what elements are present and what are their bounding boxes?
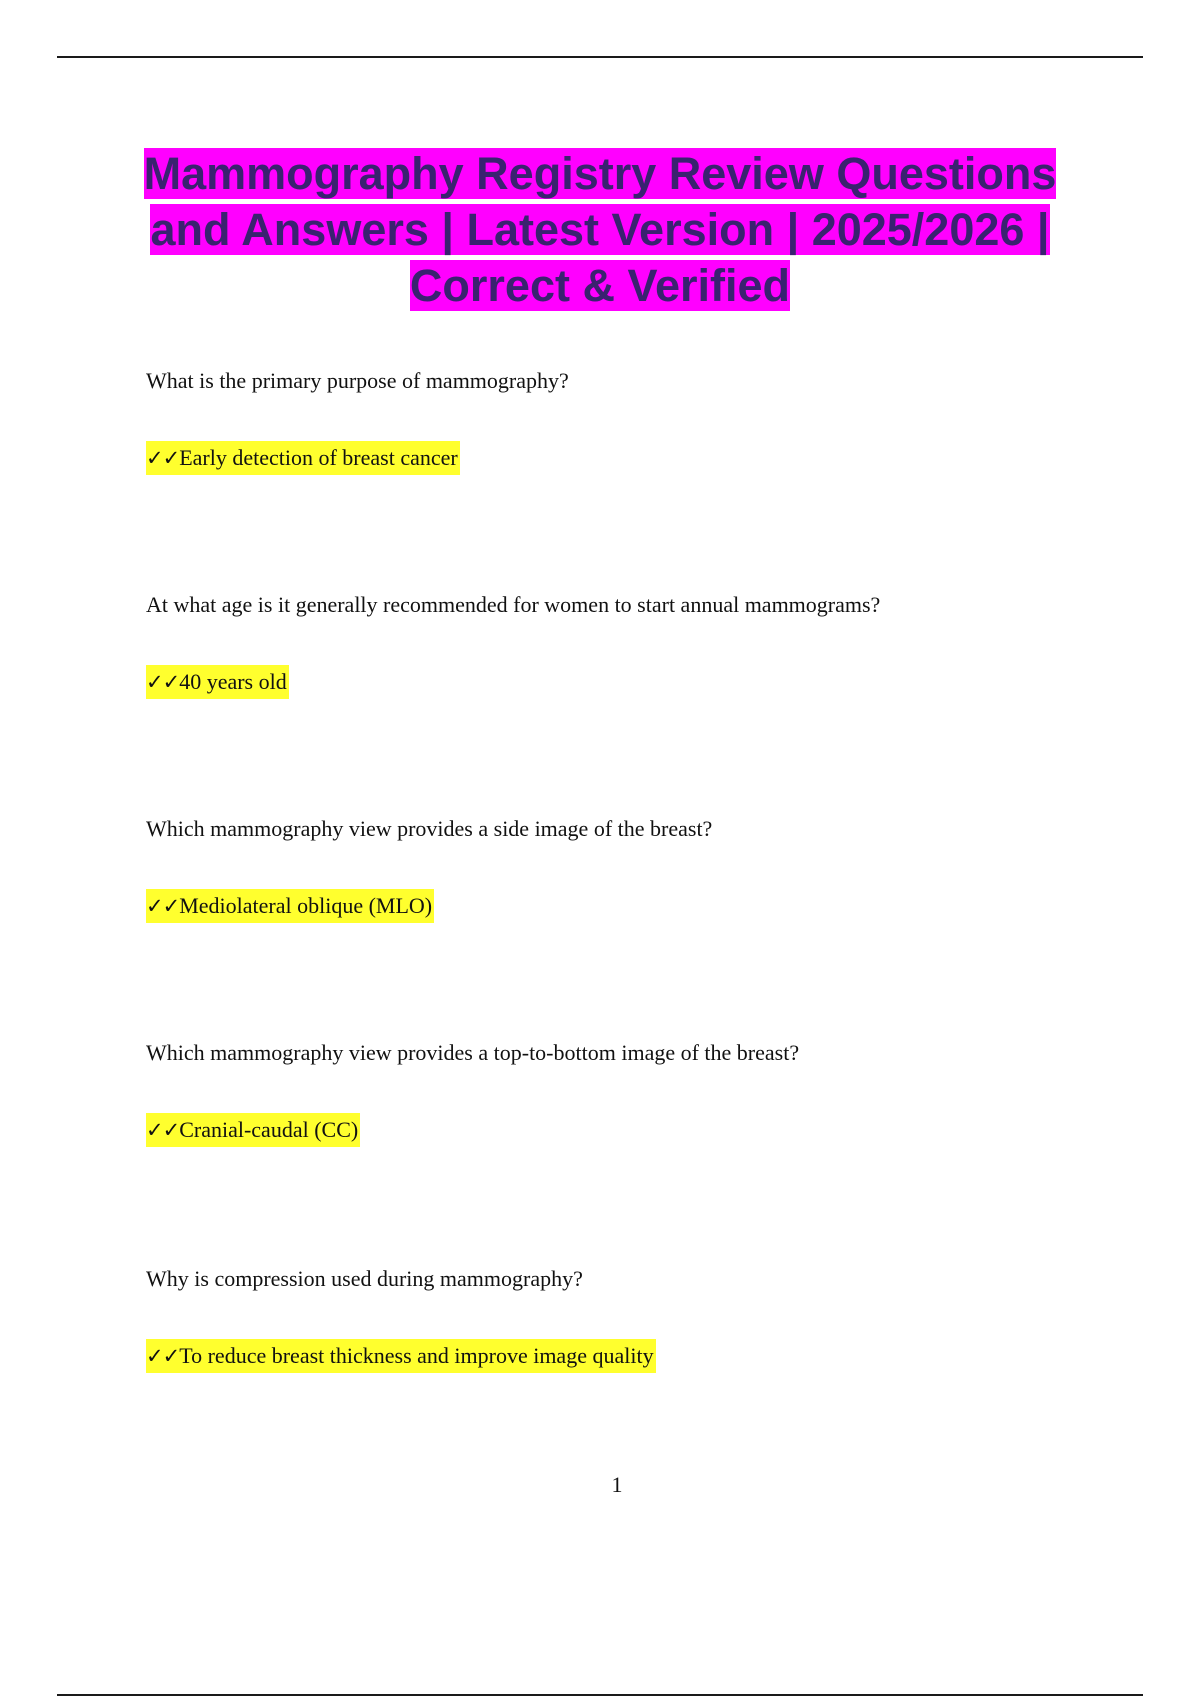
check-mark-icon: ✓✓ [146, 1344, 180, 1368]
answer-text: Cranial-caudal (CC) [179, 1117, 359, 1142]
answer-text: Early detection of breast cancer [179, 445, 458, 470]
answer-highlight [146, 665, 289, 699]
qa-item [146, 591, 1106, 694]
bottom-rule [57, 1694, 1143, 1696]
document-title-block [100, 146, 1100, 314]
question-text: Which mammography view provides a side image of the breast? [146, 816, 713, 841]
answer-text: To reduce breast thickness and improve image quality [179, 1343, 654, 1368]
answer-text: 40 years old [179, 669, 287, 694]
answer-text: Mediolateral oblique (MLO) [179, 893, 433, 918]
answer-highlight [146, 1113, 360, 1147]
top-rule [57, 56, 1143, 58]
question-text: What is the primary purpose of mammography? [146, 368, 569, 393]
question-text: At what age is it generally recommended for women to start annual mammograms? [146, 592, 881, 617]
answer-highlight [146, 889, 434, 923]
answer-highlight [146, 1339, 656, 1373]
check-mark-icon: ✓✓ [146, 446, 180, 470]
qa-item [146, 1039, 1106, 1142]
document-title: Mammography Registry Review Questions and Answers | Latest Version | 2025/2026 | Correct & Verified [143, 148, 1057, 311]
question-text: Why is compression used during mammography? [146, 1266, 583, 1291]
question-text: Which mammography view provides a top-to-bottom image of the breast? [146, 1040, 800, 1065]
check-mark-icon: ✓✓ [146, 894, 180, 918]
page-number: 1 [611, 1472, 623, 1497]
qa-item [146, 367, 1106, 470]
answer-highlight [146, 441, 460, 475]
qa-item [146, 815, 1106, 918]
check-mark-icon: ✓✓ [146, 670, 180, 694]
qa-item [146, 1265, 1106, 1368]
check-mark-icon: ✓✓ [146, 1118, 180, 1142]
